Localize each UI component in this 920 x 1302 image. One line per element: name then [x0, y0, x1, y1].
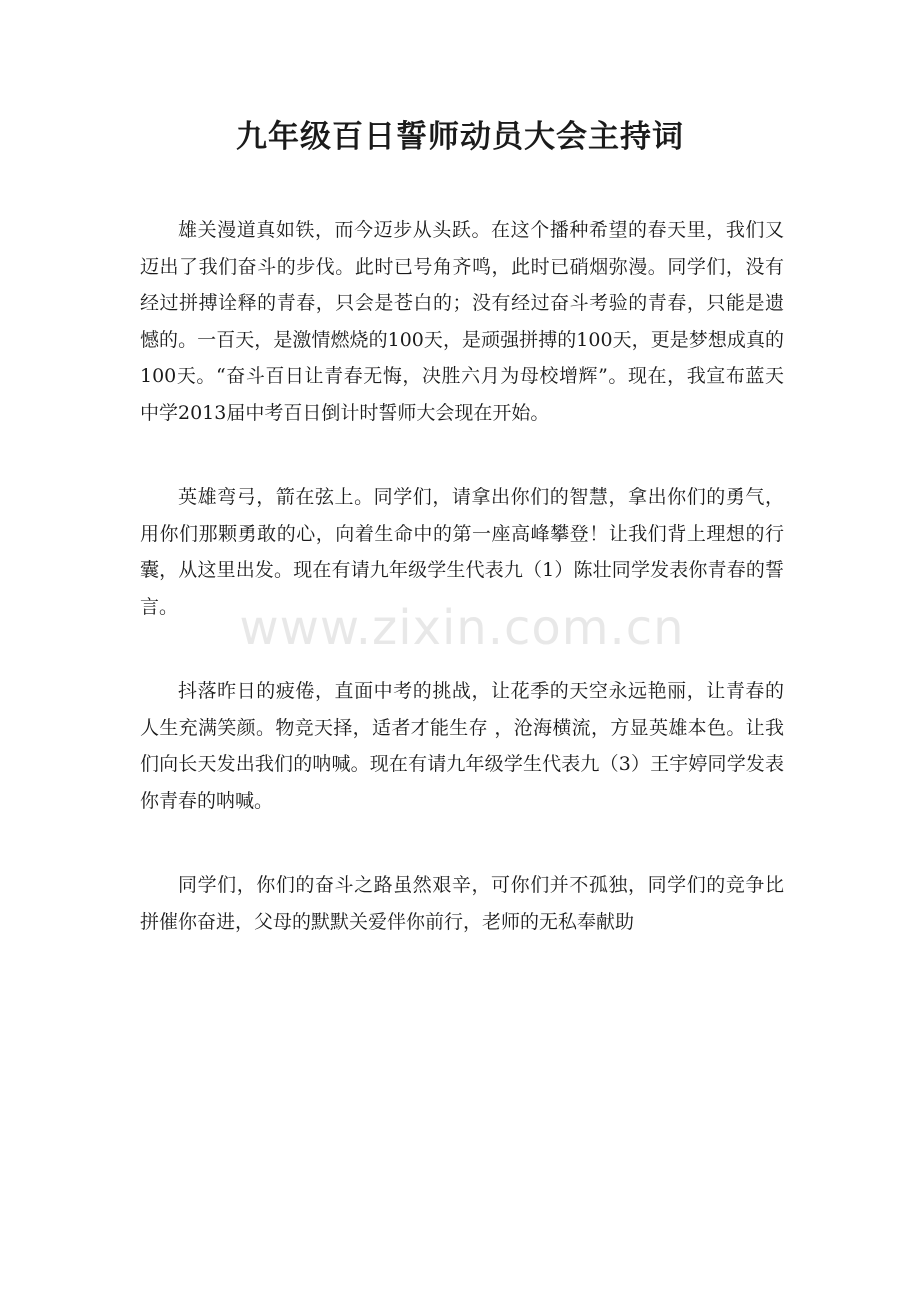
- document-body: [140, 212, 784, 988]
- paragraph-3: 抖落昨日的疲倦，直面中考的挑战，让花季的天空永远艳丽，让青春的人生充满笑颜。物竞天择，适者才能生存 ，沧海横流，方显英雄本色。让我们向长天发出我们的呐喊。现在有请九年级学生代表九（3）王宇婷同学发表你青春的呐喊。: [140, 680, 784, 812]
- document-title: 九年级百日誓师动员大会主持词: [236, 119, 684, 155]
- paragraph-2: 英雄弯弓，箭在弦上。同学们，请拿出你们的智慧，拿出你们的勇气，用你们那颗勇敢的心，向着生命中的第一座高峰攀登！让我们背上理想的行囊，从这里出发。现在有请九年级学生代表九（1）陈壮同学发表你青春的誓言。: [140, 486, 784, 618]
- paragraph-4: 同学们，你们的奋斗之路虽然艰辛，可你们并不孤独，同学们的竞争比拼催你奋进，父母的默默关爱伴你前行，老师的无私奉献助: [140, 874, 784, 933]
- watermark: www.zixin.com.cn: [239, 600, 685, 656]
- paragraph-1: 雄关漫道真如铁，而今迈步从头跃。在这个播种希望的春天里，我们又迈出了我们奋斗的步伐。此时已号角齐鸣，此时已硝烟弥漫。同学们，没有经过拼搏诠释的青春，只会是苍白的；没有经过奋斗考验的青春，只能是遗憾的。一百天，是激情燃烧的100天，是顽强拼搏的100天，更是梦想成真的100天。“奋斗百日让青春无悔，决胜六月为母校增辉”。现在，我宣布蓝天中学2013届中考百日倒计时誓师大会现在开始。: [140, 219, 784, 424]
